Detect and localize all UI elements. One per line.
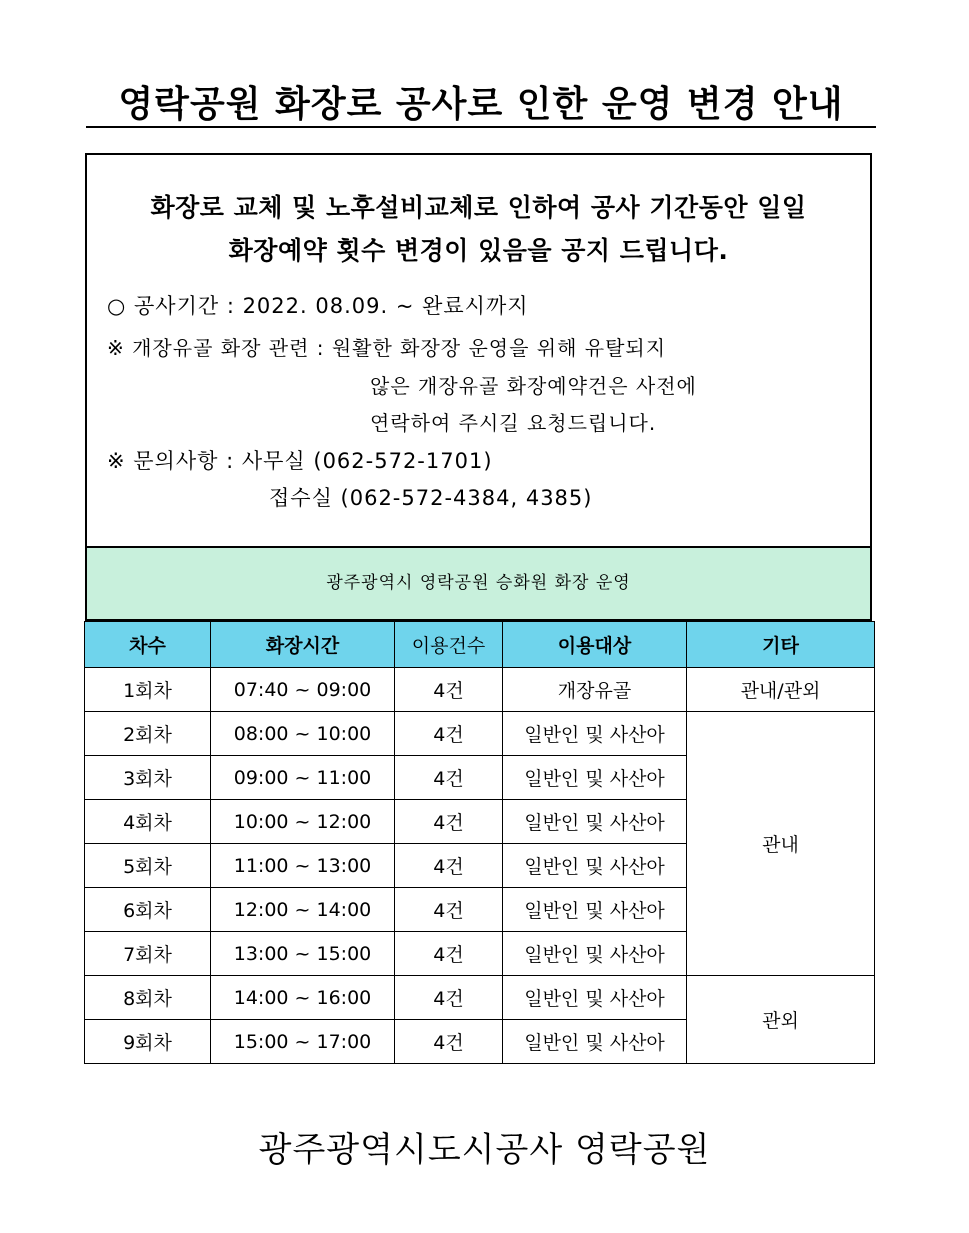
table-row: [85, 976, 875, 1020]
table-row: [85, 668, 875, 712]
time-cell: 10:00 ~ 12:00: [211, 800, 395, 844]
round-cell: 8회차: [85, 976, 211, 1020]
note-cell: 관내: [687, 712, 875, 976]
schedule-banner: 광주광역시 영락공원 승화원 화장 운영: [85, 548, 872, 621]
target-cell: 일반인 및 사산아: [503, 888, 687, 932]
remains-notice-line-3: 연락하여 주시길 요청드립니다.: [370, 411, 657, 435]
column-header-round: 차수: [85, 622, 211, 668]
schedule-table: [84, 621, 875, 1064]
time-cell: 09:00 ~ 11:00: [211, 756, 395, 800]
column-header-count: 이용건수: [395, 622, 503, 668]
count-cell: 4건: [395, 1020, 503, 1064]
time-cell: 11:00 ~ 13:00: [211, 844, 395, 888]
round-cell: 7회차: [85, 932, 211, 976]
target-cell: 개장유골: [503, 668, 687, 712]
round-cell: 4회차: [85, 800, 211, 844]
construction-period: ○ 공사기간 : 2022. 08.09. ~ 완료시까지: [107, 294, 529, 318]
time-cell: 07:40 ~ 09:00: [211, 668, 395, 712]
count-cell: 4건: [395, 800, 503, 844]
round-cell: 3회차: [85, 756, 211, 800]
column-header-time: 화장시간: [211, 622, 395, 668]
notice-box: [85, 153, 872, 548]
round-cell: 6회차: [85, 888, 211, 932]
contact-reception: 접수실 (062-572-4384, 4385): [269, 486, 593, 510]
count-cell: 4건: [395, 668, 503, 712]
notice-lead-line-2: 화장예약 횟수 변경이 있음을 공지 드립니다.: [228, 236, 729, 265]
time-cell: 14:00 ~ 16:00: [211, 976, 395, 1020]
target-cell: 일반인 및 사산아: [503, 1020, 687, 1064]
time-cell: 15:00 ~ 17:00: [211, 1020, 395, 1064]
time-cell: 13:00 ~ 15:00: [211, 932, 395, 976]
round-cell: 1회차: [85, 668, 211, 712]
count-cell: 4건: [395, 932, 503, 976]
notice-lead-line-1: 화장로 교체 및 노후설비교체로 인하여 공사 기간동안 일일: [150, 193, 807, 222]
table-row: [85, 712, 875, 756]
column-header-note: 기타: [687, 622, 875, 668]
contact-office: ※ 문의사항 : 사무실 (062-572-1701): [107, 449, 493, 473]
note-cell: 관내/관외: [687, 668, 875, 712]
page-title: 영락공원 화장로 공사로 인한 운영 변경 안내: [118, 84, 844, 125]
count-cell: 4건: [395, 844, 503, 888]
column-header-target: 이용대상: [503, 622, 687, 668]
count-cell: 4건: [395, 712, 503, 756]
target-cell: 일반인 및 사산아: [503, 756, 687, 800]
remains-notice-line-2: 않은 개장유골 화장예약건은 사전에: [370, 374, 697, 398]
count-cell: 4건: [395, 976, 503, 1020]
table-header-row: [85, 622, 875, 668]
target-cell: 일반인 및 사산아: [503, 932, 687, 976]
round-cell: 2회차: [85, 712, 211, 756]
time-cell: 08:00 ~ 10:00: [211, 712, 395, 756]
target-cell: 일반인 및 사산아: [503, 976, 687, 1020]
count-cell: 4건: [395, 756, 503, 800]
target-cell: 일반인 및 사산아: [503, 712, 687, 756]
target-cell: 일반인 및 사산아: [503, 800, 687, 844]
organization-footer: 광주광역시도시공사 영락공원: [258, 1130, 711, 1170]
target-cell: 일반인 및 사산아: [503, 844, 687, 888]
round-cell: 9회차: [85, 1020, 211, 1064]
count-cell: 4건: [395, 888, 503, 932]
note-cell: 관외: [687, 976, 875, 1064]
remains-notice-line-1: ※ 개장유골 화장 관련 : 원활한 화장장 운영을 위해 유탈되지: [107, 336, 667, 360]
time-cell: 12:00 ~ 14:00: [211, 888, 395, 932]
round-cell: 5회차: [85, 844, 211, 888]
title-underline: [86, 126, 876, 128]
